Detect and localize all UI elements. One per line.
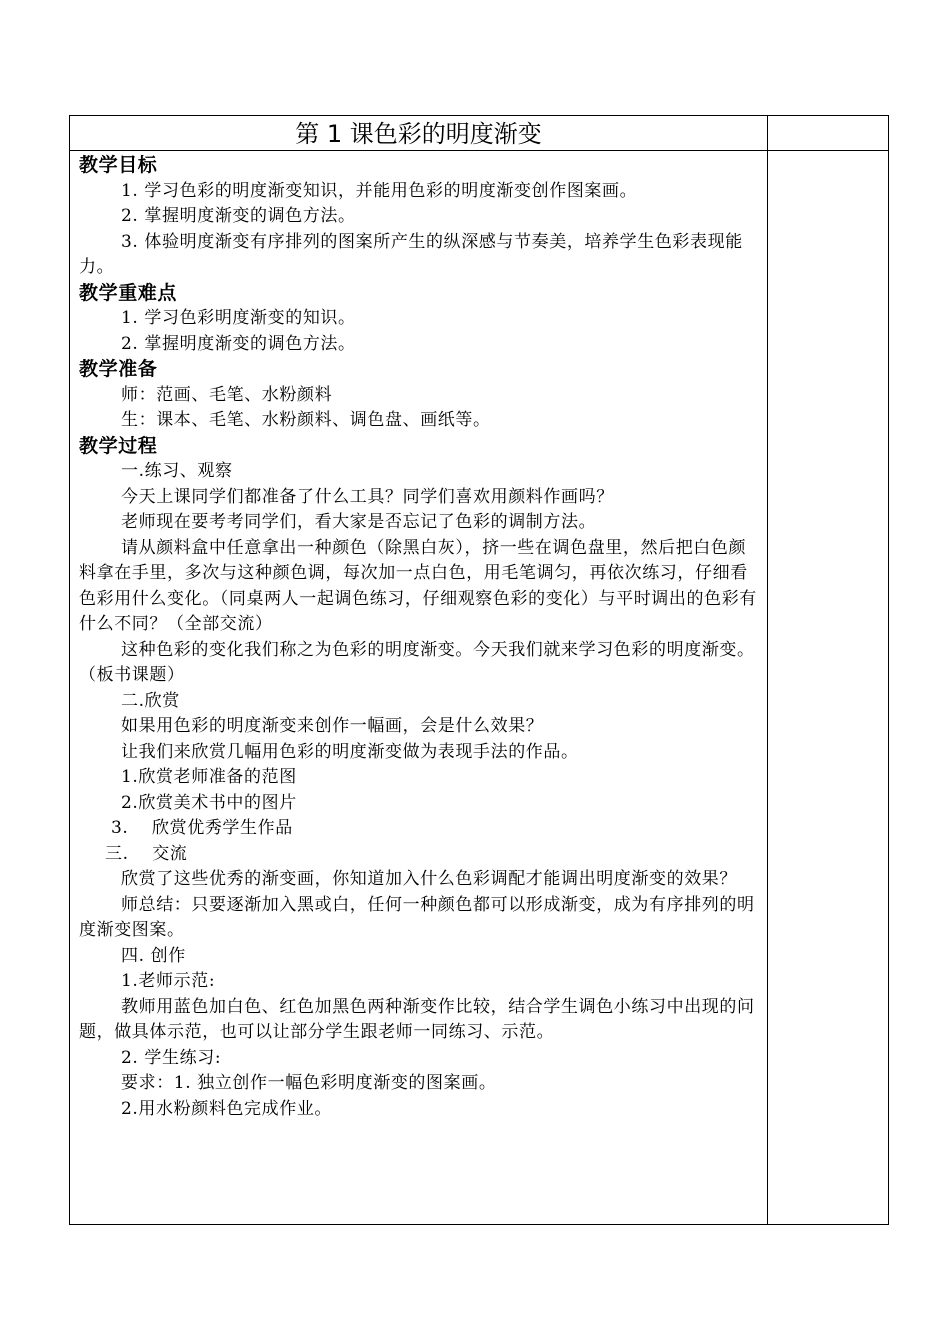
column-divider [767, 116, 768, 1224]
heading-key: 教学重难点 [79, 281, 178, 304]
key-item: 1. 学习色彩明度渐变的知识。 [121, 308, 356, 328]
lesson-table [69, 115, 889, 1225]
heading-process: 教学过程 [79, 434, 158, 457]
process-line: 1.欣赏老师准备的范图 [121, 767, 297, 787]
process-line: 2.用水粉颜料色完成作业。 [121, 1098, 333, 1119]
goal-item: 3. 体验明度渐变有序排列的图案所产生的纵深感与节奏美，培养学生色彩表现能力。 [79, 231, 743, 277]
heading-goal: 教学目标 [79, 154, 158, 176]
prep-item: 生：课本、毛笔、水粉颜料、调色盘、画纸等。 [121, 410, 491, 430]
process-line: 今天上课同学们都准备了什么工具？同学们喜欢用颜料作画吗？ [121, 486, 614, 507]
process-line: 2.欣赏美术书中的图片 [121, 792, 297, 813]
key-item: 2. 掌握明度渐变的调色方法。 [121, 333, 356, 354]
heading-prep: 教学准备 [79, 358, 158, 380]
process-line: 教师用蓝色加白色、红色加黑色两种渐变作比较，结合学生调色小练习中出现的问题，做具体示范，也可以让部分学生跟老师一同练习、示范。 [79, 996, 755, 1042]
lesson-title: 第 1 课色彩的明度渐变 [295, 120, 542, 148]
goal-item: 2. 掌握明度渐变的调色方法。 [121, 206, 356, 226]
process-step: 四. 创作 [121, 945, 186, 966]
process-line: 1.老师示范: [121, 971, 216, 991]
process-line: 让我们来欣赏几幅用色彩的明度渐变做为表现手法的作品。 [121, 741, 579, 762]
process-line: 师总结：只要逐渐加入黑或白，任何一种颜色都可以形成渐变，成为有序排列的明度渐变图案。 [79, 894, 755, 940]
process-line: 3. 欣赏优秀学生作品 [111, 818, 293, 838]
process-line: 请从颜料盒中任意拿出一种颜色（除黑白灰），挤一些在调色盘里，然后把白色颜料拿在手里，多次与这种颜色调，每次加一点白色，用毛笔调匀，再依次练习，仔细看色彩用什么变化。（同桌两人一起调色练习，仔细观察色彩的变化）与平时调出的色彩有什么不同？（全部交流） [79, 537, 757, 634]
prep-item: 师：范画、毛笔、水粉颜料 [121, 384, 333, 405]
process-line: 要求：1. 独立创作一幅色彩明度渐变的图案画。 [121, 1073, 497, 1093]
process-step: 一.练习、观察 [121, 461, 233, 481]
process-line: 老师现在要考考同学们，看大家是否忘记了色彩的调制方法。 [121, 512, 597, 532]
process-line: 2. 学生练习: [121, 1047, 222, 1068]
process-step: 二.欣赏 [121, 690, 180, 711]
process-line: 这种色彩的变化我们称之为色彩的明度渐变。今天我们就来学习色彩的明度渐变。（板书课题） [79, 639, 755, 685]
lesson-content [79, 153, 759, 1122]
title-row-divider [70, 150, 888, 151]
process-step: 三. 交流 [105, 843, 188, 864]
process-line: 如果用色彩的明度渐变来创作一幅画，会是什么效果？ [121, 716, 544, 736]
process-line: 欣赏了这些优秀的渐变画，你知道加入什么色彩调配才能调出明度渐变的效果？ [121, 869, 737, 889]
goal-item: 1. 学习色彩的明度渐变知识，并能用色彩的明度渐变创作图案画。 [121, 180, 638, 201]
